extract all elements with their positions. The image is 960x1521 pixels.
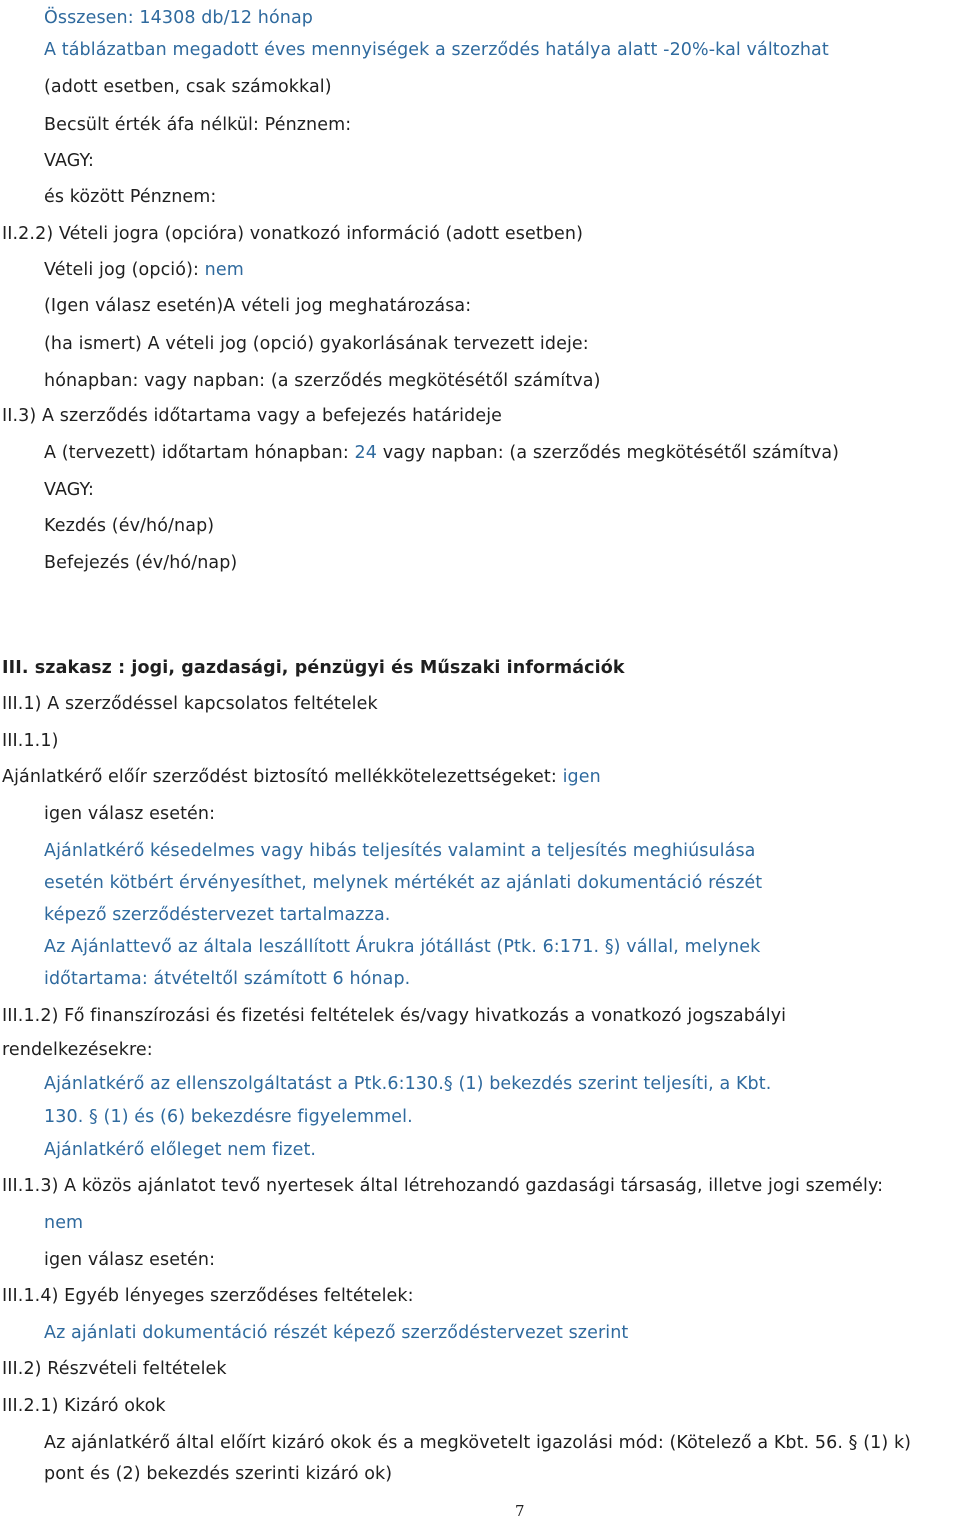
option-section-heading: II.2.2) Vételi jogra (opcióra) vonatkozó információ (adott esetben)	[2, 224, 584, 244]
if-yes-label-1: igen válasz esetén:	[44, 804, 216, 824]
duration-months-value: 24	[354, 443, 378, 463]
annual-quantity-note: A táblázatban megadott éves mennyiségek a szerződés hatálya alatt -20%-kal változhat	[44, 40, 829, 60]
months-days-line: hónapban: vagy napban: (a szerződés megkötésétől számítva)	[44, 371, 601, 391]
or-line-2: VAGY:	[44, 480, 94, 500]
section-3-1-3-heading: III.1.3) A közös ajánlatot tevő nyertesek által létrehozandó gazdasági társaság, illetve jogi személy:	[2, 1176, 884, 1196]
guarantee-line	[2, 765, 601, 789]
other-conditions-value: Az ajánlati dokumentáció részét képező szerződéstervezet szerint	[44, 1323, 629, 1343]
duration-section-heading: II.3) A szerződés időtartama vagy a befejezés határideje	[2, 406, 503, 426]
exclusion-text-2: pont és (2) bekezdés szerinti kizáró ok)	[44, 1464, 393, 1484]
option-definition-line: (Igen válasz esetén)A vételi jog meghatározása:	[44, 296, 472, 316]
total-quantity-line: Összesen: 14308 db/12 hónap	[44, 8, 313, 28]
guarantee-text-1: Ajánlatkérő késedelmes vagy hibás teljesítés valamint a teljesítés meghiúsulása	[44, 841, 756, 861]
duration-label: A (tervezett) időtartam hónapban:	[44, 443, 349, 463]
option-time-line: (ha ismert) A vételi jog (opció) gyakorlásának tervezett ideje:	[44, 334, 589, 354]
payment-text-2: 130. § (1) és (6) bekezdésre figyelemmel.	[44, 1107, 413, 1127]
guarantee-value: igen	[562, 767, 601, 787]
numbers-only-note: (adott esetben, csak számokkal)	[44, 77, 332, 97]
duration-line	[44, 441, 839, 465]
start-date-line: Kezdés (év/hó/nap)	[44, 516, 215, 536]
option-line	[44, 258, 244, 282]
if-yes-label-2: igen válasz esetén:	[44, 1250, 216, 1270]
exclusion-text-1: Az ajánlatkérő által előírt kizáró okok és a megkövetelt igazolási mód: (Kötelező a Kbt. 56. § (1) k)	[44, 1433, 912, 1453]
option-label: Vételi jog (opció):	[44, 260, 199, 280]
section-3-2-heading: III.2) Részvételi feltételek	[2, 1359, 227, 1379]
between-currency-line: és között Pénznem:	[44, 187, 217, 207]
payment-text-1: Ajánlatkérő az ellenszolgáltatást a Ptk.6:130.§ (1) bekezdés szerint teljesíti, a Kbt.	[44, 1074, 772, 1094]
section-3-2-1-heading: III.2.1) Kizáró okok	[2, 1396, 166, 1416]
section-3-title: III. szakasz : jogi, gazdasági, pénzügyi és Műszaki információk	[2, 658, 625, 678]
estimated-value-line: Becsült érték áfa nélkül: Pénznem:	[44, 115, 352, 135]
option-value: nem	[204, 260, 244, 280]
section-3-1-2-heading-b: rendelkezésekre:	[2, 1040, 153, 1060]
section-3-1-2-heading-a: III.1.2) Fő finanszírozási és fizetési feltételek és/vagy hivatkozás a vonatkozó jogszabályi	[2, 1006, 787, 1026]
section-3-1-heading: III.1) A szerződéssel kapcsolatos feltételek	[2, 694, 378, 714]
or-line-1: VAGY:	[44, 151, 94, 171]
guarantee-text-2: esetén kötbért érvényesíthet, melynek mértékét az ajánlati dokumentáció részét	[44, 873, 763, 893]
guarantee-text-4: Az Ajánlattevő az általa leszállított Árukra jótállást (Ptk. 6:171. §) vállal, melynek	[44, 937, 761, 957]
guarantee-text-5: időtartama: átvételtől számított 6 hónap.	[44, 969, 411, 989]
page-number: 7	[515, 1502, 525, 1520]
joint-company-value: nem	[44, 1213, 84, 1233]
guarantee-text-3: képező szerződéstervezet tartalmazza.	[44, 905, 391, 925]
payment-text-3: Ajánlatkérő előleget nem fizet.	[44, 1140, 317, 1160]
guarantee-label: Ajánlatkérő előír szerződést biztosító mellékkötelezettségeket:	[2, 767, 557, 787]
section-3-1-1-heading: III.1.1)	[2, 731, 59, 751]
section-3-1-4-heading: III.1.4) Egyéb lényeges szerződéses feltételek:	[2, 1286, 414, 1306]
duration-days-label: vagy napban: (a szerződés megkötésétől számítva)	[382, 443, 840, 463]
end-date-line: Befejezés (év/hó/nap)	[44, 553, 238, 573]
